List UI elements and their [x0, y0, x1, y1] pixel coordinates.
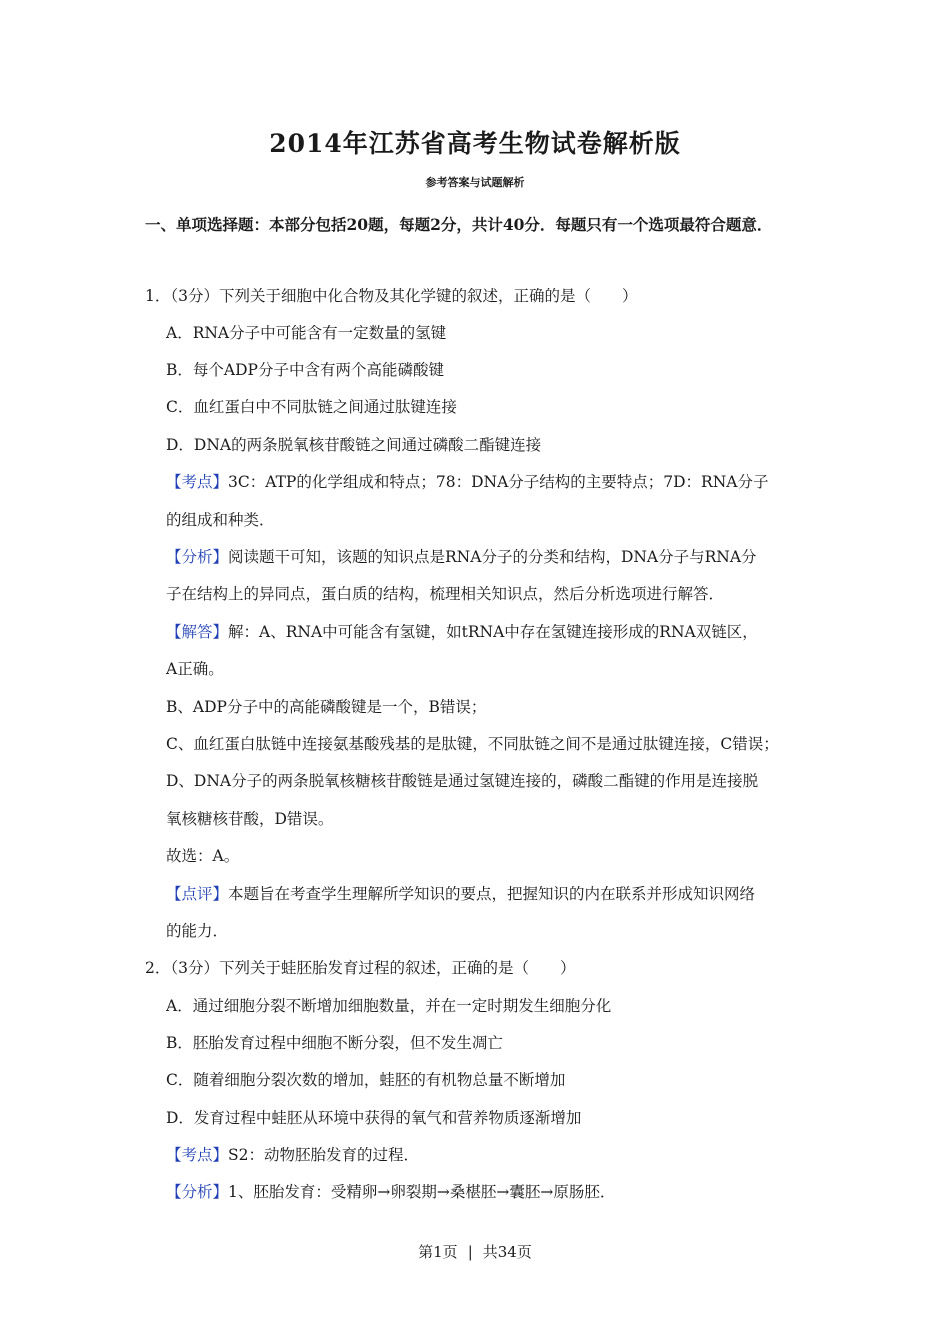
q1-jieda-line4: C、血红蛋白肽链中连接氨基酸残基的是肽键，不同肽链之间不是通过肽键连接，C错误； — [166, 735, 779, 753]
jieda-tag: 【解答】 — [166, 623, 229, 641]
q1-jieda-line2: A正确。 — [166, 660, 224, 678]
q1-jieda-line6: 氧核糖核苷酸，D错误。 — [166, 810, 334, 828]
q1-dianping — [166, 884, 755, 904]
q1-jieda — [166, 622, 758, 642]
q1-jieda-line3: B、ADP分子中的高能磷酸键是一个，B错误； — [166, 698, 487, 716]
q1-stem: 1．（3分）下列关于细胞中化合物及其化学键的叙述，正确的是（ ） — [145, 287, 638, 305]
q2-option-a: A．通过细胞分裂不断增加细胞数量，并在一定时期发生细胞分化 — [166, 997, 612, 1015]
q2-option-b: B．胚胎发育过程中细胞不断分裂，但不发生凋亡 — [166, 1034, 503, 1052]
q1-option-a: A．RNA分子中可能含有一定数量的氢键 — [166, 324, 447, 342]
q2-fenxi-text: 1、胚胎发育：受精卵→卵裂期→桑椹胚→囊胚→原肠胚． — [228, 1183, 616, 1201]
q1-option-b: B．每个ADP分子中含有两个高能磷酸键 — [166, 361, 444, 379]
section-heading: 一、单项选择题：本部分包括20题，每题2分，共计40分．每题只有一个选项最符合题意． — [145, 215, 773, 234]
kaodian-tag: 【考点】 — [166, 1146, 229, 1164]
q1-dianping-cont: 的能力． — [166, 922, 229, 940]
q1-jieda-text: 解：A、RNA中可能含有氢键，如tRNA中存在氢键连接形成的RNA双链区， — [228, 623, 758, 641]
kaodian-tag: 【考点】 — [166, 473, 229, 491]
q1-option-c: C．血红蛋白中不同肽链之间通过肽键连接 — [166, 398, 457, 416]
q2-kaodian — [166, 1145, 419, 1165]
q2-fenxi — [166, 1182, 615, 1202]
page-total: 共34页 — [482, 1243, 532, 1261]
q1-dianping-text: 本题旨在考查学生理解所学知识的要点，把握知识的内在联系并形成知识网络 — [228, 885, 756, 903]
dianping-tag: 【点评】 — [166, 885, 229, 903]
q2-kaodian-text: S2：动物胚胎发育的过程． — [228, 1146, 419, 1164]
q1-option-d: D．DNA的两条脱氧核苷酸链之间通过磷酸二酯键连接 — [166, 436, 542, 454]
q2-option-c: C．随着细胞分裂次数的增加，蛙胚的有机物总量不断增加 — [166, 1071, 566, 1089]
footer-separator: | — [467, 1243, 473, 1261]
fenxi-tag: 【分析】 — [166, 548, 229, 566]
q1-kaodian-cont: 的组成和种类． — [166, 511, 275, 529]
q1-answer: 故选：A。 — [166, 847, 240, 865]
q1-fenxi — [166, 547, 757, 567]
q1-kaodian — [166, 472, 768, 492]
page-number: 第1页 — [418, 1243, 458, 1261]
q1-jieda-line5: D、DNA分子的两条脱氧核糖核苷酸链是通过氢键连接的，磷酸二酯键的作用是连接脱 — [166, 772, 759, 790]
q1-fenxi-text: 阅读题干可知，该题的知识点是RNA分子的分类和结构，DNA分子与RNA分 — [228, 548, 757, 566]
q1-kaodian-text: 3C：ATP的化学组成和特点；78：DNA分子结构的主要特点；7D：RNA分子 — [228, 473, 769, 491]
page-footer — [0, 1241, 950, 1262]
q1-fenxi-cont: 子在结构上的异同点，蛋白质的结构，梳理相关知识点，然后分析选项进行解答． — [166, 585, 725, 603]
document-title: 2014年江苏省高考生物试卷解析版 — [269, 129, 681, 158]
q2-stem: 2．（3分）下列关于蛙胚胎发育过程的叙述，正确的是（ ） — [145, 959, 576, 977]
fenxi-tag: 【分析】 — [166, 1183, 229, 1201]
document-subtitle: 参考答案与试题解析 — [425, 176, 525, 189]
q2-option-d: D．发育过程中蛙胚从环境中获得的氧气和营养物质逐渐增加 — [166, 1109, 582, 1127]
